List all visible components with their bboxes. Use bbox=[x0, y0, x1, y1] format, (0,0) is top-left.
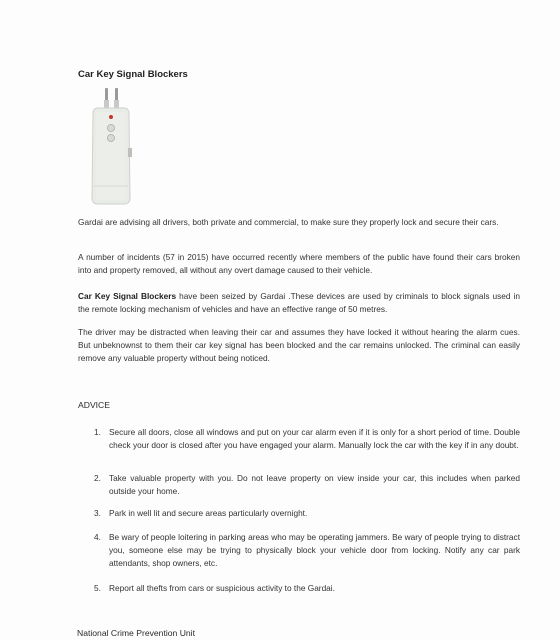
paragraph-intro: Gardai are advising all drivers, both private and commercial, to make sure they properly lock and secure their cars. bbox=[78, 217, 499, 227]
advice-item-number: 5. bbox=[94, 583, 101, 593]
advice-item bbox=[94, 531, 520, 571]
advice-item-text: Be wary of people loitering in parking areas who may be operating jammers. Be wary of people trying to distract you, someone else may be trying to physically block your vehicle door from locking. Notify any car park attendants, shop owners, etc. bbox=[109, 532, 520, 569]
advice-heading: ADVICE bbox=[78, 400, 110, 410]
advice-item bbox=[94, 426, 520, 452]
signal-blocker-device-image bbox=[80, 86, 142, 206]
blockers-bold-term: Car Key Signal Blockers bbox=[78, 291, 177, 301]
advice-item-number: 4. bbox=[94, 532, 101, 542]
footer-unit-name: National Crime Prevention Unit bbox=[77, 628, 195, 638]
advice-item bbox=[94, 472, 520, 498]
document-title: Car Key Signal Blockers bbox=[78, 69, 188, 80]
advice-item-number: 1. bbox=[94, 427, 101, 437]
blockers-description: have been seized by Gardai .These devices are used by criminals to block signals used in the remote locking mechanism of vehicles and have an effective range of 50 metres. bbox=[78, 291, 520, 315]
advice-item-text: Take valuable property with you. Do not leave property on view inside your car, this includes when parked outside your home. bbox=[109, 473, 520, 497]
advice-item-number: 3. bbox=[94, 508, 101, 518]
advice-item-text: Secure all doors, close all windows and put on your car alarm even if it is only for a short period of time. Double check your door is closed after you have engaged your alarm. Manually lock the car with the key if in any doubt. bbox=[109, 427, 520, 451]
advice-item-text: Park in well lit and secure areas particularly overnight. bbox=[109, 508, 308, 518]
paragraph-incidents: A number of incidents (57 in 2015) have occurred recently where members of the public have found their cars broken into and property removed, all without any overt damage caused to their vehicle. bbox=[78, 252, 520, 276]
advice-item-number: 2. bbox=[94, 473, 101, 483]
advice-item-text: Report all thefts from cars or suspicious activity to the Gardai. bbox=[109, 583, 335, 593]
paragraph-blockers bbox=[78, 290, 520, 316]
advice-item bbox=[94, 582, 520, 595]
paragraph-distraction: The driver may be distracted when leaving their car and assumes they have locked it without hearing the alarm cues. But unbeknownst to them their car key signal has been blocked and the car remains unlocked. The criminal can easily remove any valuable property without being noticed. bbox=[78, 327, 520, 364]
advice-item bbox=[94, 507, 520, 520]
